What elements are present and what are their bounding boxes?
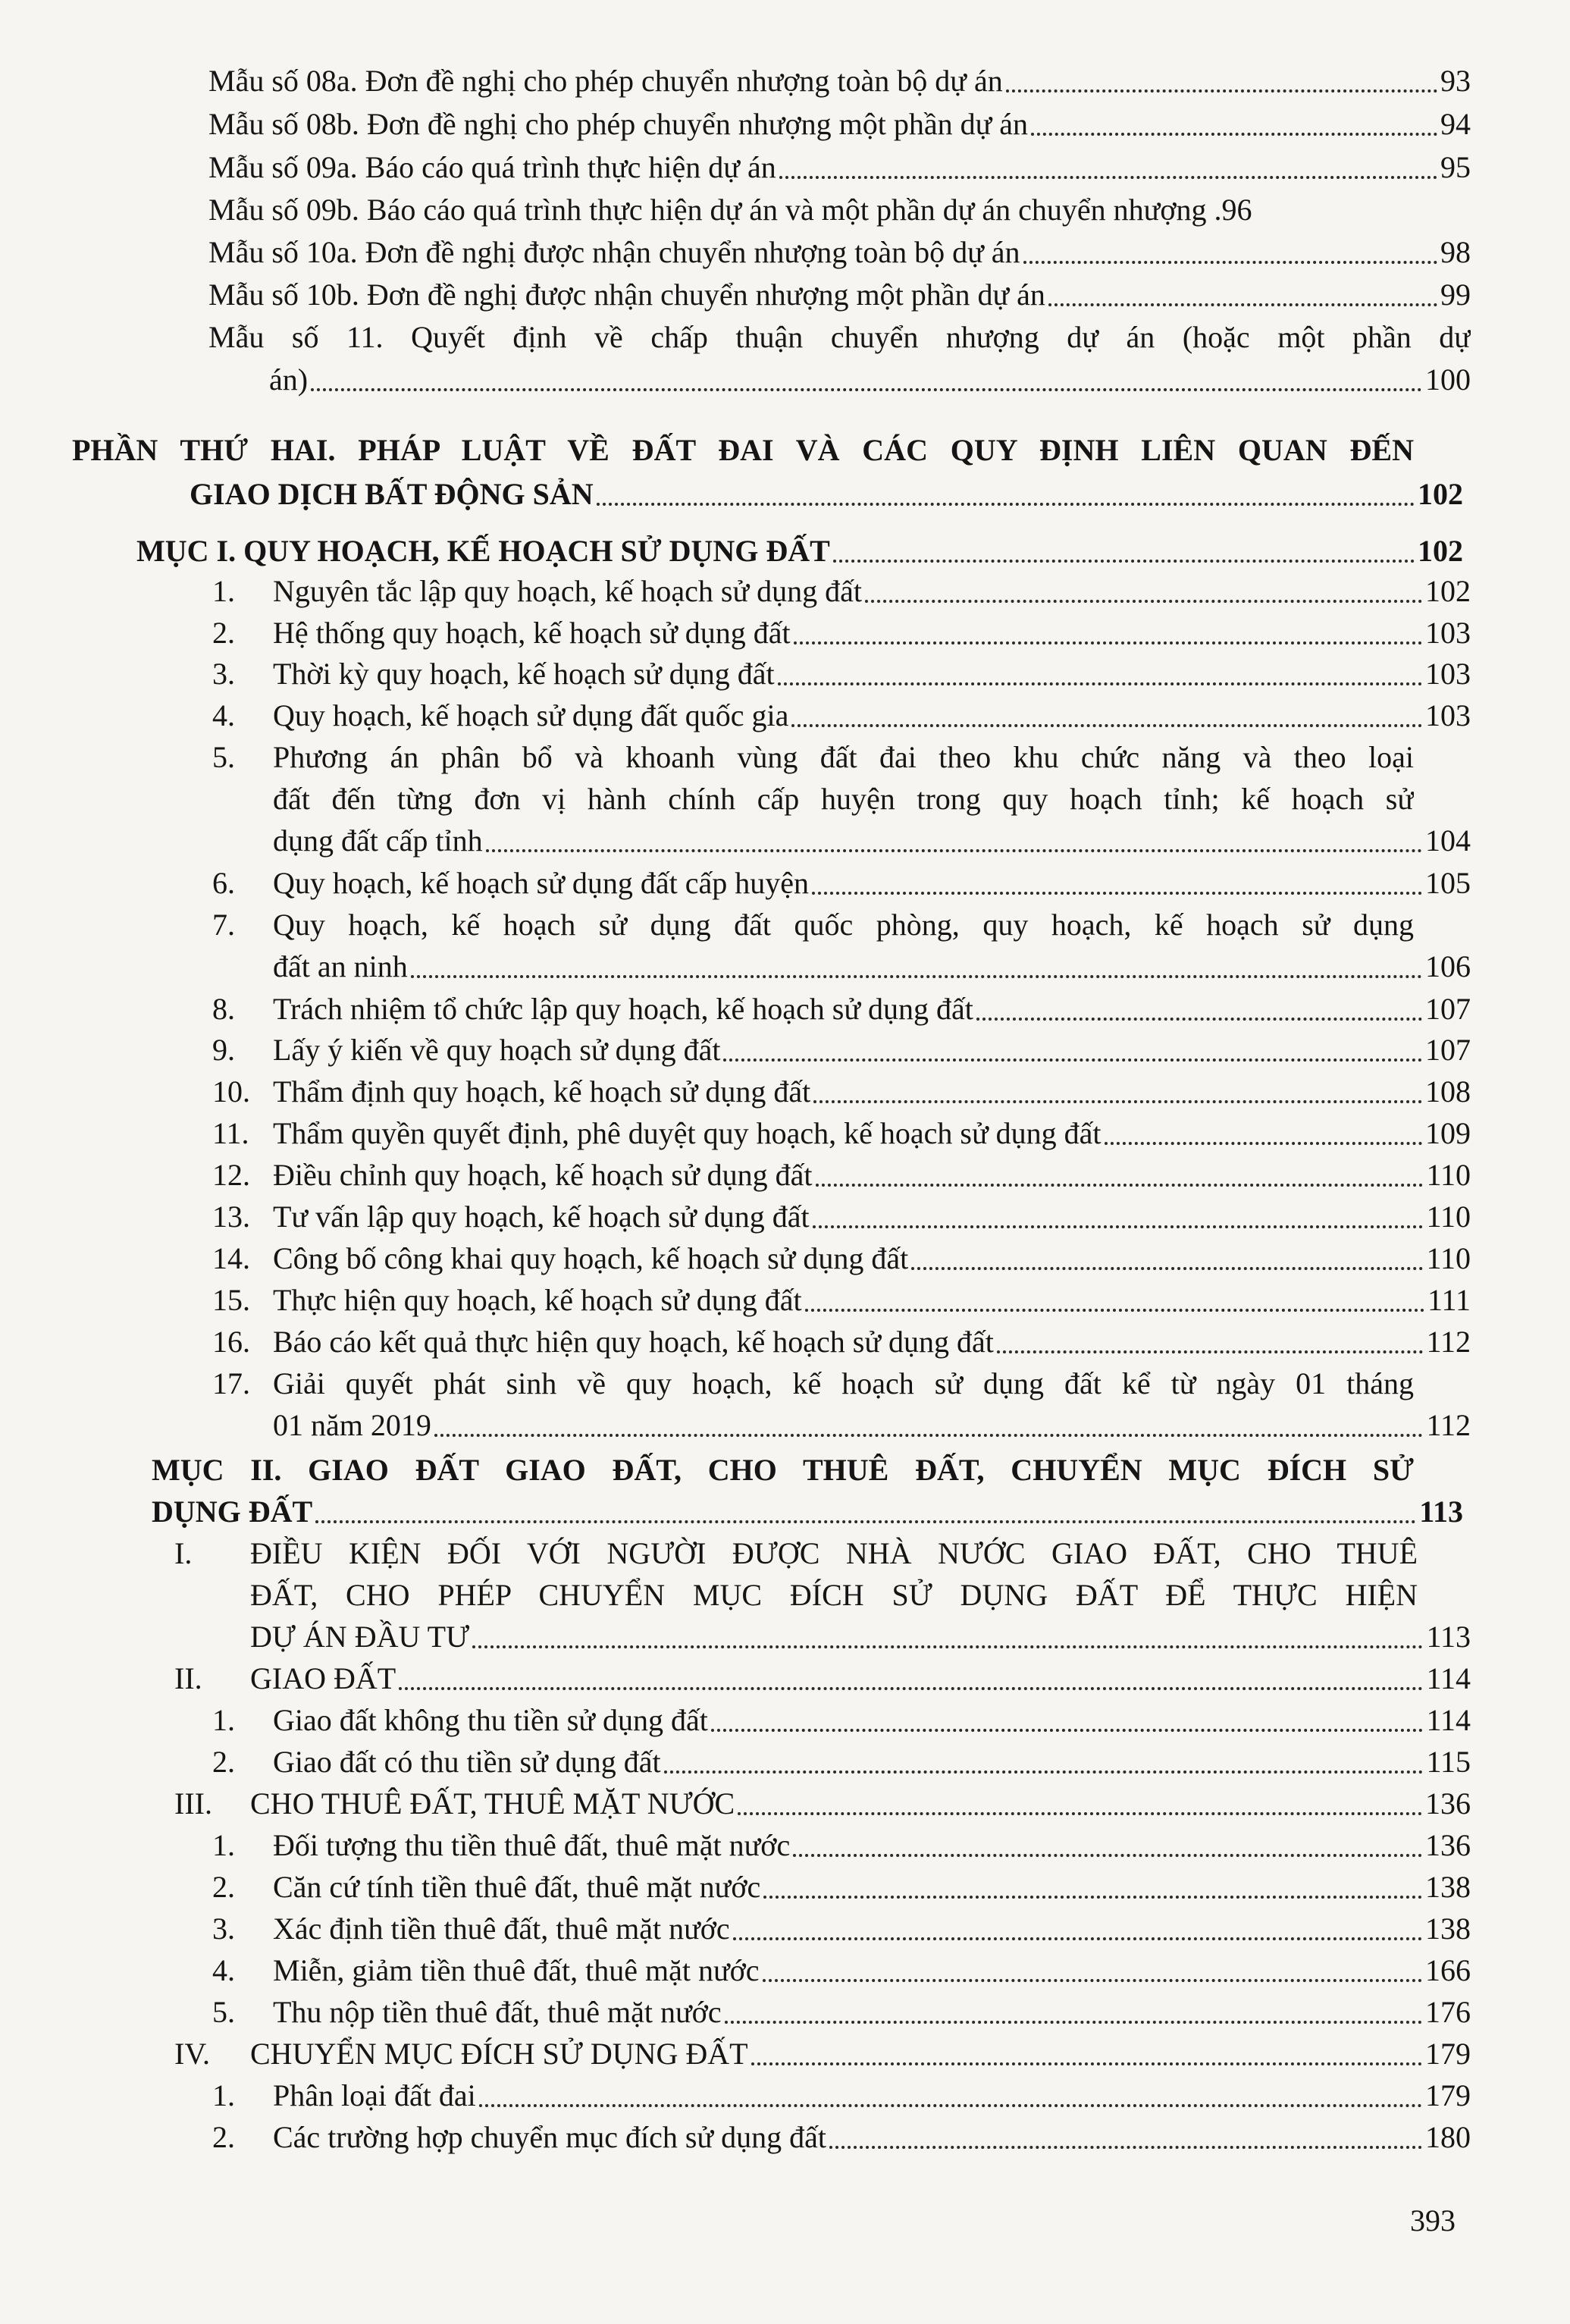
leader-dots <box>793 1854 1422 1857</box>
entry-number: 13. <box>212 1200 250 1234</box>
leader-dots <box>976 1018 1422 1021</box>
toc-entry <box>212 863 1471 904</box>
entry-number: 4. <box>212 1953 235 1987</box>
entry-title: Phương án phân bổ và khoanh vùng đất đai theo khu chức năng và theo loại <box>273 740 1414 774</box>
entry-page: 105 <box>1425 866 1471 900</box>
entry-title: Hệ thống quy hoạch, kế hoạch sử dụng đất <box>273 616 791 650</box>
toc-entry <box>212 1280 1471 1321</box>
entry-title: Giải quyết phát sinh về quy hoạch, kế hoạch sử dụng đất kể từ ngày 01 tháng <box>273 1366 1414 1400</box>
leader-dots <box>763 1979 1422 1982</box>
entry-title: đất an ninh <box>273 949 408 983</box>
leader-dots <box>725 2021 1422 2024</box>
section-heading <box>136 531 1463 572</box>
entry-title: Miễn, giảm tiền thuê đất, thuê mặt nước <box>273 1953 760 1987</box>
entry-number: 1. <box>212 2078 235 2112</box>
entry-page: 104 <box>1425 823 1471 858</box>
entry-title: Các trường hợp chuyển mục đích sử dụng đất <box>273 2120 826 2154</box>
entry-page: 136 <box>1425 1828 1471 1862</box>
toc-entry <box>190 474 1463 515</box>
toc-entry <box>212 1867 1471 1908</box>
entry-page: 103 <box>1425 698 1471 732</box>
entry-number: 8. <box>212 992 235 1026</box>
toc-entry <box>208 190 1471 231</box>
toc-entry <box>212 654 1471 695</box>
toc-entry <box>212 2117 1471 2158</box>
leader-dots <box>805 1309 1424 1312</box>
entry-page: 93 <box>1440 64 1471 98</box>
toc-entry <box>174 2034 1471 2075</box>
entry-page: 100 <box>1425 362 1471 397</box>
leader-dots <box>829 2146 1422 2149</box>
entry-title: Thẩm định quy hoạch, kế hoạch sử dụng đất <box>273 1074 811 1109</box>
leader-dots <box>763 1896 1422 1899</box>
entry-number: 17. <box>212 1366 250 1400</box>
toc-entry <box>212 1950 1471 1991</box>
leader-dots <box>434 1434 1424 1437</box>
section-title: DỤNG ĐẤT <box>152 1494 313 1529</box>
toc-entry <box>208 61 1471 102</box>
toc-entry <box>273 820 1471 861</box>
toc-entry <box>212 1155 1471 1196</box>
entry-number: 6. <box>212 866 235 900</box>
leader-dots <box>751 2062 1422 2065</box>
leader-dots <box>723 1059 1422 1062</box>
leader-dots <box>311 388 1422 391</box>
entry-title: Mẫu số 11. Quyết định về chấp thuận chuyển nhượng dự án (hoặc một phần dự <box>208 320 1471 354</box>
entry-number: 1. <box>212 1828 235 1862</box>
entry-number: 2. <box>212 616 235 650</box>
entry-page: 179 <box>1425 2078 1471 2112</box>
toc-entry <box>212 1030 1471 1071</box>
entry-number: 15. <box>212 1283 250 1317</box>
entry-page: 114 <box>1426 1661 1471 1695</box>
leader-dots <box>1031 133 1437 136</box>
leader-dots <box>664 1770 1424 1774</box>
leader-dots <box>411 975 1422 978</box>
entry-title: Thẩm quyền quyết định, phê duyệt quy hoạch, kế hoạch sử dụng đất <box>273 1116 1102 1150</box>
toc-entry <box>174 1658 1471 1699</box>
entry-title: Tư vấn lập quy hoạch, kế hoạch sử dụng đất <box>273 1200 810 1234</box>
entry-title: Giao đất có thu tiền sử dụng đất <box>273 1745 661 1779</box>
entry-page: 103 <box>1425 657 1471 691</box>
entry-page: 94 <box>1440 107 1471 141</box>
entry-page: 110 <box>1426 1158 1471 1192</box>
entry-page: 96 <box>1221 193 1252 227</box>
toc-entry <box>212 571 1471 612</box>
entry-number: 1. <box>212 1703 235 1737</box>
entry-title: Phân loại đất đai <box>273 2078 476 2112</box>
entry-title: Lấy ý kiến về quy hoạch sử dụng đất <box>273 1033 721 1067</box>
leader-dots <box>597 503 1415 506</box>
entry-title: Đối tượng thu tiền thuê đất, thuê mặt nước <box>273 1828 791 1862</box>
entry-page: 106 <box>1425 949 1471 983</box>
entry-number: 1. <box>212 574 235 608</box>
entry-title: Thời kỳ quy hoạch, kế hoạch sử dụng đất <box>273 657 775 691</box>
toc-entry <box>273 946 1471 987</box>
entry-number: 14. <box>212 1241 250 1275</box>
entry-page: 107 <box>1425 992 1471 1026</box>
leader-dots <box>315 1520 1416 1523</box>
toc-entry <box>212 1742 1471 1783</box>
entry-title: Mẫu số 10b. Đơn đề nghị được nhận chuyển nhượng một phần dự án <box>208 278 1045 312</box>
leader-dots <box>997 1350 1424 1353</box>
toc-entry <box>250 1617 1471 1658</box>
leader-dots <box>812 892 1422 895</box>
entry-page: 107 <box>1425 1033 1471 1067</box>
part-heading: GIAO DỊCH BẤT ĐỘNG SẢN <box>190 477 594 511</box>
toc-entry <box>212 989 1471 1030</box>
entry-page: 138 <box>1425 1912 1471 1946</box>
entry-number: 12. <box>212 1158 250 1192</box>
entry-number: IV. <box>174 2037 211 2071</box>
entry-number: 2. <box>212 2120 235 2154</box>
entry-number: 4. <box>212 698 235 732</box>
leader-dots <box>813 1225 1424 1228</box>
entry-number: III. <box>174 1786 212 1821</box>
entry-title: đất đến từng đơn vị hành chính cấp huyện trong quy hoạch tỉnh; kế hoạch sử <box>273 782 1414 816</box>
entry-title: Quy hoạch, kế hoạch sử dụng đất quốc gia <box>273 698 789 732</box>
entry-title: Thu nộp tiền thuê đất, thuê mặt nước <box>273 1995 722 2029</box>
entry-number: 7. <box>212 908 235 942</box>
entry-page: 176 <box>1425 1995 1471 2029</box>
leader-dots <box>794 641 1422 645</box>
entry-title: Nguyên tắc lập quy hoạch, kế hoạch sử dụng đất <box>273 574 863 608</box>
entry-page: 166 <box>1425 1953 1471 1987</box>
entry-page: 102 <box>1425 574 1471 608</box>
entry-page: 109 <box>1425 1116 1471 1150</box>
leader-dots <box>1048 303 1437 306</box>
entry-title: Xác định tiền thuê đất, thuê mặt nước <box>273 1912 730 1946</box>
toc-entry <box>212 1196 1471 1237</box>
leader-dots <box>733 1937 1422 1940</box>
toc-entry <box>212 613 1471 654</box>
toc-entry <box>212 1992 1471 2033</box>
entry-page: 98 <box>1440 235 1471 269</box>
entry-title: CHUYỂN MỤC ĐÍCH SỬ DỤNG ĐẤT <box>250 2037 748 2071</box>
entry-number: I. <box>174 1536 193 1570</box>
part-heading: PHẦN THỨ HAI. PHÁP LUẬT VỀ ĐẤT ĐAI VÀ CÁC QUY ĐỊNH LIÊN QUAN ĐẾN <box>72 433 1414 467</box>
leader-dots <box>711 1729 1424 1732</box>
toc-entry <box>208 232 1471 273</box>
toc-entry <box>212 1071 1471 1112</box>
entry-page: 95 <box>1440 150 1471 184</box>
entry-page: 111 <box>1427 1283 1471 1317</box>
toc-entry <box>152 1491 1463 1532</box>
leader-dots <box>472 1645 1423 1648</box>
entry-page: 114 <box>1426 1703 1471 1737</box>
entry-page: 102 <box>1418 477 1463 511</box>
entry-title: Mẫu số 08b. Đơn đề nghị cho phép chuyển nhượng một phần dự án <box>208 107 1029 141</box>
leader-dots <box>738 1812 1422 1815</box>
entry-number: 3. <box>212 657 235 691</box>
entry-title: án) <box>269 362 309 397</box>
entry-number: 11. <box>212 1116 249 1150</box>
entry-title: Căn cứ tính tiền thuê đất, thuê mặt nước <box>273 1870 761 1904</box>
leader-dots <box>816 1184 1424 1187</box>
toc-entry <box>212 1238 1471 1279</box>
section-heading: MỤC II. GIAO ĐẤT GIAO ĐẤT, CHO THUÊ ĐẤT, CHUYỂN MỤC ĐÍCH SỬ <box>152 1453 1414 1487</box>
entry-number: 9. <box>212 1033 235 1067</box>
leader-dots <box>778 682 1422 685</box>
page-number: 393 <box>1410 2203 1456 2238</box>
entry-number: 5. <box>212 740 235 774</box>
toc-entry <box>273 1405 1471 1446</box>
entry-title: ĐIỀU KIỆN ĐỐI VỚI NGƯỜI ĐƯỢC NHÀ NƯỚC GIAO ĐẤT, CHO THUÊ <box>250 1536 1418 1570</box>
toc-entry <box>212 1825 1471 1866</box>
toc-entry <box>212 2075 1471 2116</box>
leader-dots <box>865 600 1422 603</box>
leader-dots <box>479 2104 1422 2107</box>
entry-title: Giao đất không thu tiền sử dụng đất <box>273 1703 708 1737</box>
entry-number: 5. <box>212 1995 235 2029</box>
leader-dots <box>1105 1142 1422 1145</box>
entry-page: 110 <box>1426 1200 1471 1234</box>
entry-page: 102 <box>1418 534 1463 568</box>
leader-dots <box>1023 261 1437 264</box>
entry-page: 112 <box>1426 1325 1471 1359</box>
entry-title: CHO THUÊ ĐẤT, THUÊ MẶT NƯỚC <box>250 1786 735 1821</box>
entry-number: 3. <box>212 1912 235 1946</box>
entry-number: 10. <box>212 1074 250 1109</box>
entry-page: 180 <box>1425 2120 1471 2154</box>
entry-title: 01 năm 2019 <box>273 1408 431 1442</box>
toc-entry <box>212 1700 1471 1741</box>
entry-page: 110 <box>1426 1241 1471 1275</box>
entry-title: dụng đất cấp tỉnh <box>273 823 483 858</box>
entry-title: Quy hoạch, kế hoạch sử dụng đất quốc phòng, quy hoạch, kế hoạch sử dụng <box>273 908 1414 942</box>
entry-page: 179 <box>1425 2037 1471 2071</box>
entry-page: 113 <box>1419 1494 1463 1529</box>
entry-title: ĐẤT, CHO PHÉP CHUYỂN MỤC ĐÍCH SỬ DỤNG ĐẤT ĐỂ THỰC HIỆN <box>250 1578 1418 1612</box>
toc-entry <box>269 359 1471 400</box>
leader-dots <box>813 1100 1422 1103</box>
toc-entry <box>208 104 1471 145</box>
entry-title: Công bố công khai quy hoạch, kế hoạch sử dụng đất <box>273 1241 909 1275</box>
entry-title: GIAO ĐẤT <box>250 1661 396 1695</box>
leader-dots <box>833 560 1415 563</box>
entry-title: Báo cáo kết quả thực hiện quy hoạch, kế hoạch sử dụng đất <box>273 1325 994 1359</box>
entry-title: Thực hiện quy hoạch, kế hoạch sử dụng đất <box>273 1283 802 1317</box>
entry-title: DỰ ÁN ĐẦU TƯ <box>250 1620 470 1654</box>
entry-title: Điều chỉnh quy hoạch, kế hoạch sử dụng đất <box>273 1158 813 1192</box>
leader-dots <box>399 1687 1423 1690</box>
toc-entry <box>212 695 1471 736</box>
toc-entry <box>208 274 1471 315</box>
entry-title: Mẫu số 09b. Báo cáo quá trình thực hiện dự án và một phần dự án chuyển nhượng . <box>208 193 1222 227</box>
toc-entry <box>212 1322 1471 1363</box>
entry-title: Mẫu số 08a. Đơn đề nghị cho phép chuyển nhượng toàn bộ dự án <box>208 64 1003 98</box>
leader-dots <box>1006 89 1437 93</box>
entry-title: Quy hoạch, kế hoạch sử dụng đất cấp huyện <box>273 866 810 900</box>
leader-dots <box>486 849 1422 852</box>
entry-title: Mẫu số 10a. Đơn đề nghị được nhận chuyển nhượng toàn bộ dự án <box>208 235 1020 269</box>
entry-number: II. <box>174 1661 202 1695</box>
leader-dots <box>791 724 1422 727</box>
entry-title: Mẫu số 09a. Báo cáo quá trình thực hiện dự án <box>208 150 776 184</box>
entry-number: 16. <box>212 1325 250 1359</box>
toc-entry <box>174 1783 1471 1824</box>
section-title: MỤC I. QUY HOẠCH, KẾ HOẠCH SỬ DỤNG ĐẤT <box>136 534 830 568</box>
leader-dots <box>911 1267 1423 1270</box>
entry-page: 108 <box>1425 1074 1471 1109</box>
entry-page: 99 <box>1440 278 1471 312</box>
toc-entry <box>208 147 1471 188</box>
toc-entry <box>212 1113 1471 1154</box>
entry-page: 113 <box>1426 1620 1471 1654</box>
toc-entry <box>212 1908 1471 1949</box>
entry-number: 2. <box>212 1870 235 1904</box>
entry-page: 136 <box>1425 1786 1471 1821</box>
leader-dots <box>779 176 1437 179</box>
entry-number: 2. <box>212 1745 235 1779</box>
entry-title: Trách nhiệm tổ chức lập quy hoạch, kế hoạch sử dụng đất <box>273 992 973 1026</box>
entry-page: 112 <box>1426 1408 1471 1442</box>
entry-page: 103 <box>1425 616 1471 650</box>
entry-page: 115 <box>1426 1745 1471 1779</box>
entry-page: 138 <box>1425 1870 1471 1904</box>
